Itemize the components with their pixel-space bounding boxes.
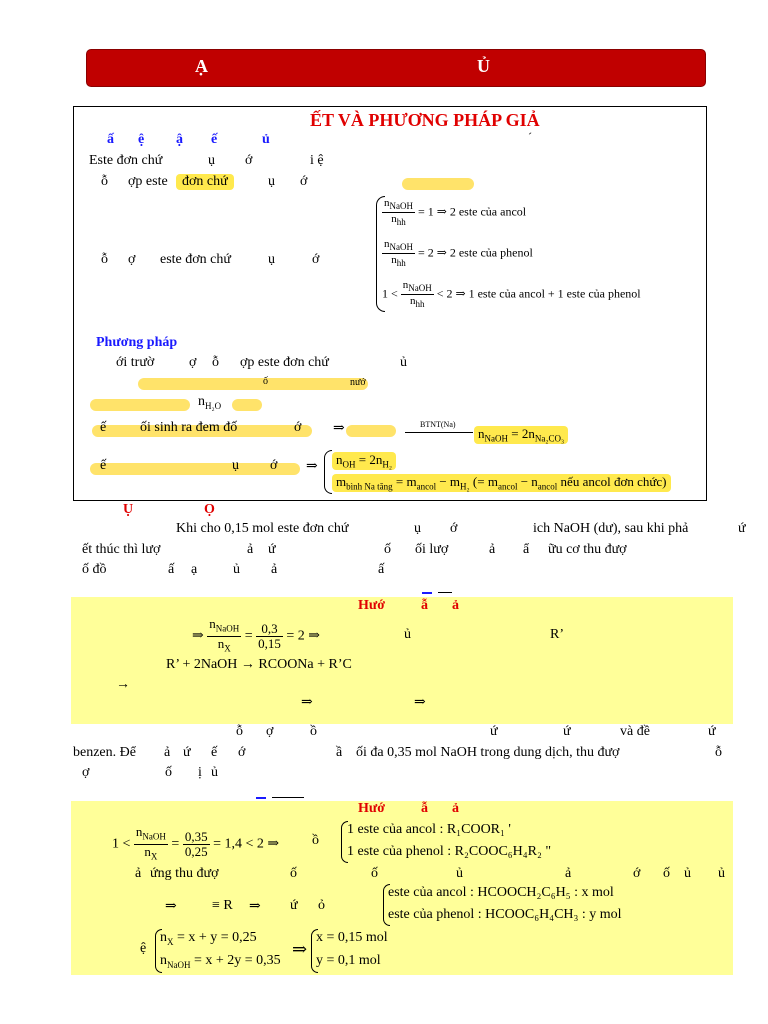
example-header-b: Ọ xyxy=(204,502,215,517)
box-title: ẾT VÀ PHƯƠNG PHÁP GIẢ xyxy=(310,110,540,130)
box-title-mark: ´ xyxy=(528,130,532,144)
method-title: Phương pháp xyxy=(96,335,178,350)
banner-left-text: Ạ xyxy=(195,56,208,76)
m3-formula: $n_{H_2O}$ xyxy=(198,394,222,411)
chapter-banner xyxy=(86,49,706,87)
example-header-a: Ụ xyxy=(123,502,134,517)
m5-equation-2: $m_{bình Na tăng} = m_{ancol} - m_{H_2}$ (= $m_{ancol} - n_{ancol}$ nếu ancol đơn chức) xyxy=(332,474,671,492)
m5-equation-1: $n_{OH} = 2n_{H_2}$ xyxy=(332,452,396,470)
case-3: 1 < $\frac{n_{NaOH}}{n_{hh}}$ < 2 ⇒ 1 este của ancol + 1 este của phenol xyxy=(382,279,641,310)
case-1: $\frac{n_{NaOH}}{n_{hh}}$ = 1 ⇒ 2 este của ancol xyxy=(384,197,527,228)
banner-right-text: Ủ xyxy=(477,56,490,76)
case-2: $\frac{n_{NaOH}}{n_{hh}}$ = 2 ⇒ 2 este của phenol xyxy=(384,238,533,269)
box-line-1: Este đơn chứ xyxy=(89,153,163,168)
highlight-don-chuc: đơn chứ xyxy=(176,174,234,190)
m4-equation: $n_{NaOH} = 2n_{Na_2CO_3}$ xyxy=(474,426,568,444)
highlight-blank xyxy=(402,178,474,190)
